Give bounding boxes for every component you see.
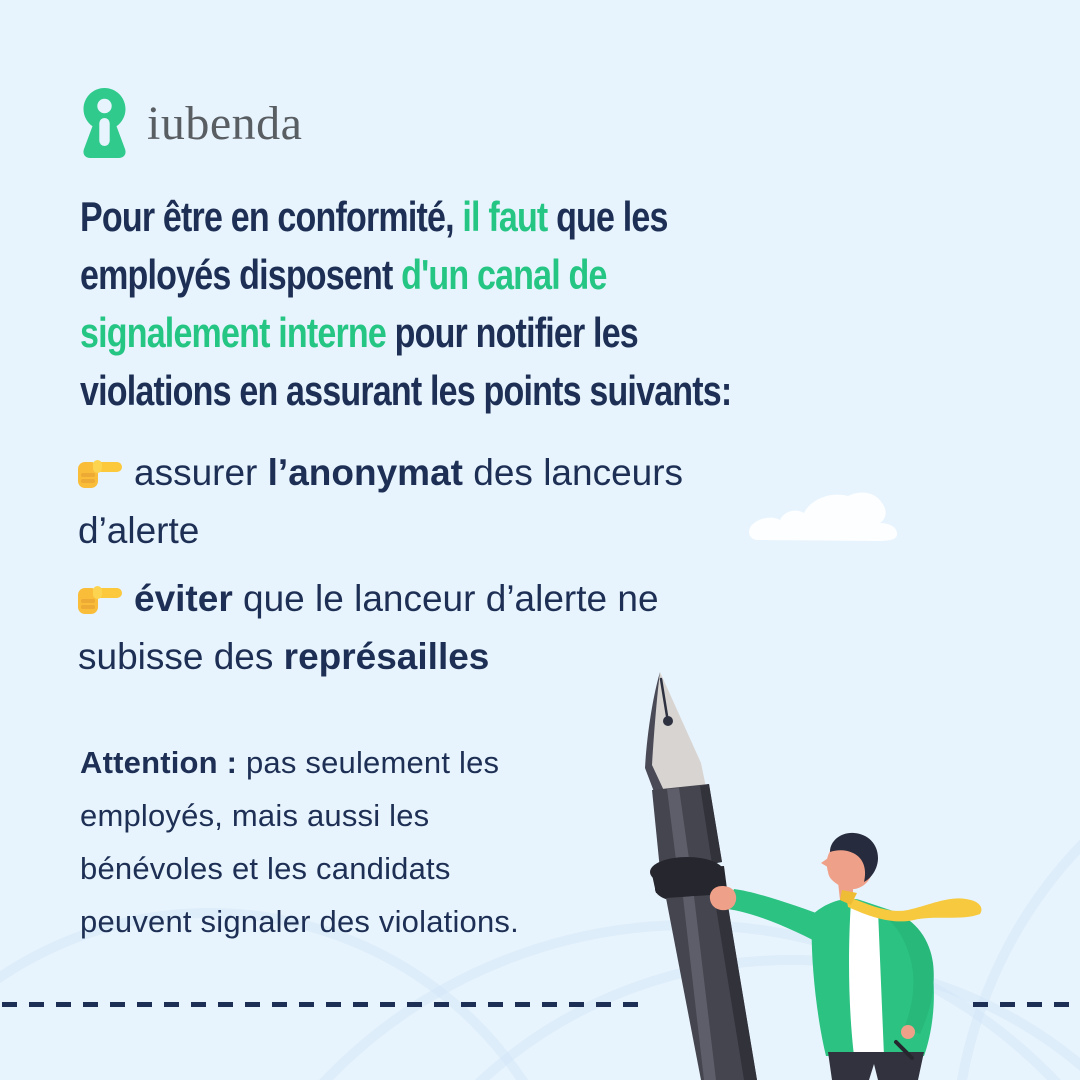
man-hand xyxy=(710,886,736,910)
iubenda-keyhole-icon xyxy=(78,88,131,158)
iubenda-logo-text: iubenda xyxy=(147,96,303,150)
cloud-shape xyxy=(744,486,904,546)
attention-note: Attention : pas seulement les employés, mais aussi les bénévoles et les candidats peuvent signaler des violations. xyxy=(80,745,519,939)
pointing-finger-icon xyxy=(78,581,122,615)
headline: Pour être en conformité, il faut que les employés disposent d'un canal de signalement interne pour notifier les violations en assurant les points suivants: xyxy=(80,193,732,414)
bullet-text: éviter que le lanceur d’alerte ne subisse des représailles xyxy=(78,578,659,677)
man-holding-giant-pen-illustration xyxy=(600,640,1000,1080)
dashed-divider-left xyxy=(2,1002,638,1007)
pointing-finger-icon xyxy=(78,455,122,489)
bullet-text: assurer l’anonymat des lanceurs d’alerte xyxy=(78,452,684,551)
iubenda-logo xyxy=(78,88,302,158)
